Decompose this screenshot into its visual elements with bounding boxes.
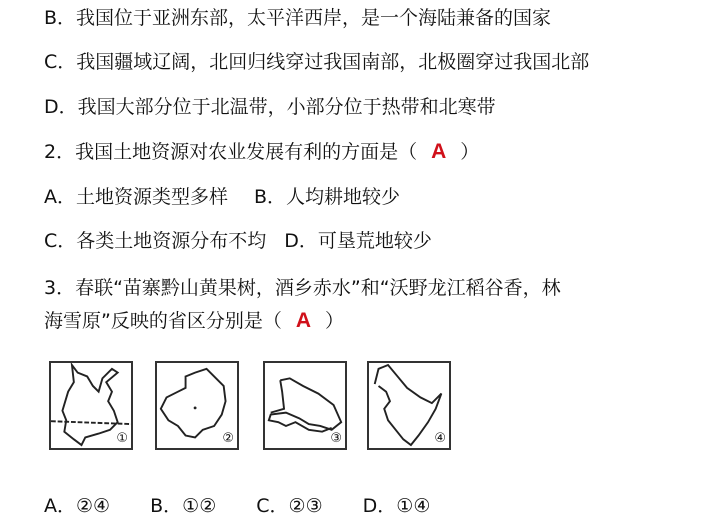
q1-option-d: D．我国大部分位于北温带，小部分位于热带和北寒带: [44, 96, 496, 118]
q3-stem-line1: 3．春联“苗寨黔山黄果树，酒乡赤水”和“沃野龙江稻谷香，林: [44, 277, 561, 299]
q2-option-c: C．各类土地资源分布不均: [44, 230, 267, 252]
q3-option-b: B．①②: [150, 495, 217, 517]
q2-option-d: D．可垦荒地较少: [284, 230, 432, 252]
map-hubei: [263, 361, 347, 450]
map-guizhou: [155, 361, 239, 450]
q2-stem-text: 2．我国土地资源对农业发展有利的方面是（: [44, 141, 418, 163]
q3-stem-close: ）: [325, 310, 345, 332]
map-yunnan: [49, 361, 133, 450]
q2-option-a: A．土地资源类型多样: [44, 186, 228, 208]
map-heilongjiang: [367, 361, 451, 450]
q3-answer: A: [295, 309, 312, 332]
q3-option-c: C．②③: [256, 495, 323, 517]
map-label-4: ④: [434, 431, 446, 446]
map-label-2: ②: [222, 431, 234, 446]
q3-option-a: A．②④: [44, 495, 111, 517]
q2-option-b: B．人均耕地较少: [254, 186, 401, 208]
q3-stem-text: 海雪原”反映的省区分别是（: [44, 310, 282, 332]
q3-stem-line2: [44, 308, 344, 334]
q1-option-c: C．我国疆域辽阔，北回归线穿过我国南部，北极圈穿过我国北部: [44, 51, 590, 73]
q3-option-d: D．①④: [362, 495, 431, 517]
q2-answer: A: [431, 140, 447, 163]
q2-stem: [44, 139, 479, 165]
q3-options: [44, 493, 464, 519]
q2-options-row2: [44, 228, 432, 254]
map-label-3: ③: [330, 431, 342, 446]
q2-options-row1: [44, 184, 400, 210]
q2-stem-close: ）: [460, 141, 480, 163]
map-label-1: ①: [116, 431, 128, 446]
q1-option-b: B．我国位于亚洲东部，太平洋西岸，是一个海陆兼备的国家: [44, 7, 552, 29]
